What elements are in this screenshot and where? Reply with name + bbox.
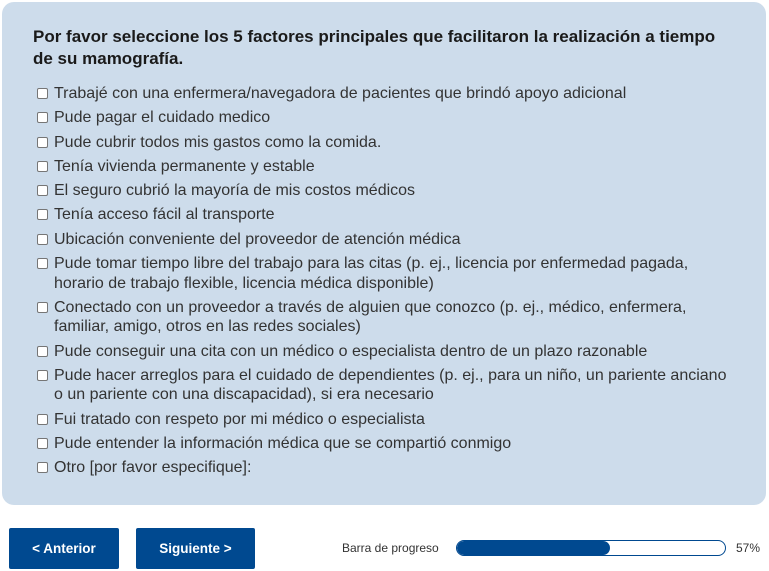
- option-label: Pude tomar tiempo libre del trabajo para las citas (p. ej., licencia por enfermedad pagada, horario de trabajo flexible, licencia médica disponible): [54, 255, 689, 292]
- option-label: Fui tratado con respeto por mi médico o especialista: [54, 410, 425, 428]
- option-label: Pude conseguir una cita con un médico o especialista dentro de un plazo razonable: [54, 342, 648, 360]
- option-label: Pude pagar el cuidado medico: [54, 109, 271, 127]
- option-transport[interactable]: [33, 205, 736, 225]
- option-label: Pude hacer arreglos para el cuidado de dependientes (p. ej., para un niño, un pariente anciano o un pariente con una discapacidad), si era necesario: [54, 366, 727, 404]
- option-respect[interactable]: [33, 410, 736, 430]
- option-dependent-care[interactable]: [33, 366, 736, 405]
- checkbox[interactable]: [37, 88, 48, 99]
- progress-label: Barra de progreso: [342, 541, 439, 555]
- checkbox[interactable]: [37, 346, 48, 357]
- option-nurse-navigator[interactable]: [33, 84, 736, 104]
- option-label: Otro [por favor especifique]:: [54, 459, 252, 477]
- option-label: Trabajé con una enfermera/navegadora de pacientes que brindó apoyo adicional: [54, 85, 627, 102]
- next-button[interactable]: Siguiente >: [136, 528, 255, 569]
- option-label: Pude cubrir todos mis gastos como la comida.: [54, 133, 382, 151]
- checkbox[interactable]: [37, 414, 48, 425]
- option-afford-care[interactable]: [33, 108, 736, 128]
- option-cover-expenses[interactable]: [33, 133, 736, 153]
- previous-button[interactable]: < Anterior: [9, 528, 119, 569]
- option-label: Tenía vivienda permanente y estable: [54, 157, 315, 175]
- checkbox[interactable]: [37, 462, 48, 473]
- option-label: Conectado con un proveedor a través de alguien que conozco (p. ej., médico, enfermera, familiar, amigo, otros en las redes sociales): [54, 298, 687, 336]
- option-other[interactable]: [33, 458, 736, 478]
- checkbox[interactable]: [37, 209, 48, 220]
- checkbox[interactable]: [37, 258, 48, 269]
- checkbox[interactable]: [37, 370, 48, 381]
- options-list: [33, 84, 736, 478]
- option-time-off[interactable]: [33, 254, 736, 293]
- option-label: El seguro cubrió la mayoría de mis costos médicos: [54, 182, 416, 200]
- checkbox[interactable]: [37, 185, 48, 196]
- checkbox[interactable]: [37, 438, 48, 449]
- progress-bar-fill: [457, 541, 610, 555]
- option-label: Tenía acceso fácil al transporte: [54, 206, 275, 224]
- option-label: Ubicación conveniente del proveedor de atención médica: [54, 230, 461, 248]
- progress-bar: [456, 540, 726, 556]
- option-insurance[interactable]: [33, 181, 736, 201]
- option-appointment[interactable]: [33, 342, 736, 362]
- option-understand-info[interactable]: [33, 434, 736, 454]
- checkbox[interactable]: [37, 161, 48, 172]
- question-title: Por favor seleccione los 5 factores principales que facilitaron la realización a tiempo de su mamografía.: [33, 27, 716, 68]
- option-provider-location[interactable]: [33, 230, 736, 250]
- checkbox[interactable]: [37, 137, 48, 148]
- checkbox[interactable]: [37, 302, 48, 313]
- option-connected-provider[interactable]: [33, 298, 736, 337]
- progress-percent: 57%: [736, 541, 761, 555]
- question-card: [2, 2, 766, 505]
- checkbox[interactable]: [37, 112, 48, 123]
- option-stable-housing[interactable]: [33, 157, 736, 177]
- checkbox[interactable]: [37, 234, 48, 245]
- option-label: Pude entender la información médica que se compartió conmigo: [54, 435, 512, 453]
